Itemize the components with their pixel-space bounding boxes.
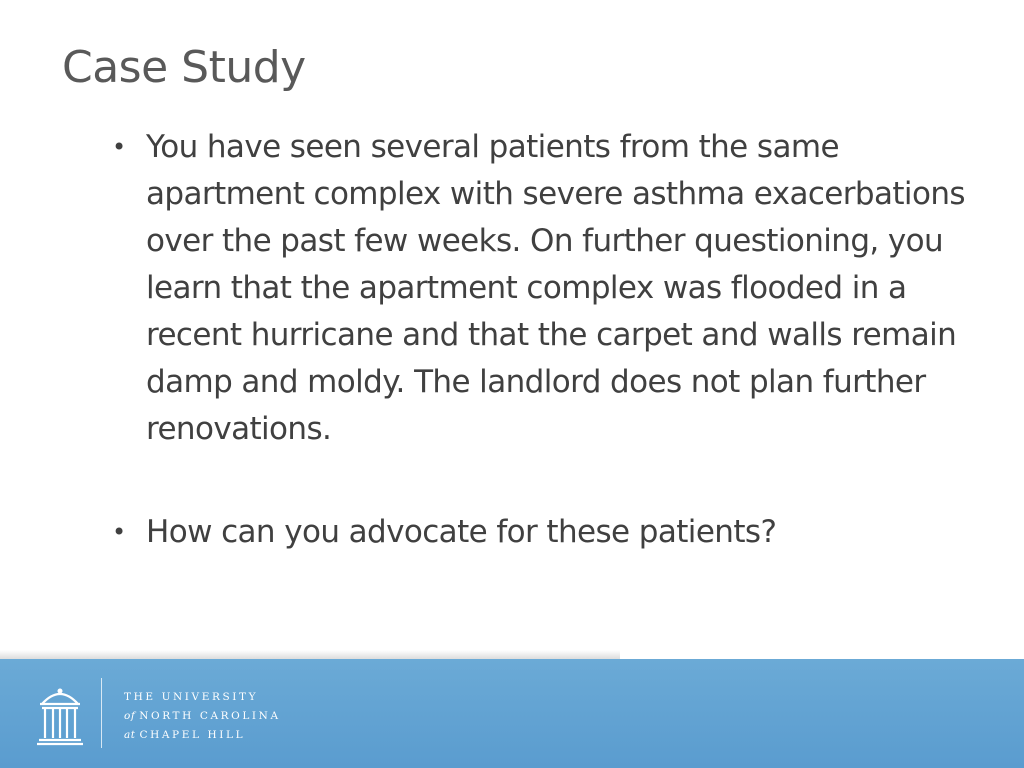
wordmark-line-1: THE UNIVERSITY	[124, 691, 259, 703]
bullet-list	[112, 124, 992, 556]
university-wordmark	[124, 688, 281, 745]
logo-divider	[101, 678, 102, 748]
bullet-marker: •	[112, 133, 126, 161]
bullet-text: You have seen several patients from the same apartment complex with severe asthma exacerbations over the past few weeks. On further questioning, you learn that the apartment complex was flooded in a recent hurricane and that the carpet and walls remain damp and moldy. The landlord does not plan further renovations.	[146, 129, 965, 447]
bullet-text: How can you advocate for these patients?	[146, 514, 777, 550]
bullet-item	[112, 509, 992, 556]
wordmark-line-2: of NORTH CAROLINA	[124, 710, 281, 722]
wordmark-line-3: at CHAPEL HILL	[124, 729, 246, 741]
slide-title: Case Study	[62, 42, 306, 93]
old-well-icon	[36, 682, 84, 746]
bullet-item	[112, 124, 992, 453]
bullet-marker: •	[112, 518, 126, 546]
